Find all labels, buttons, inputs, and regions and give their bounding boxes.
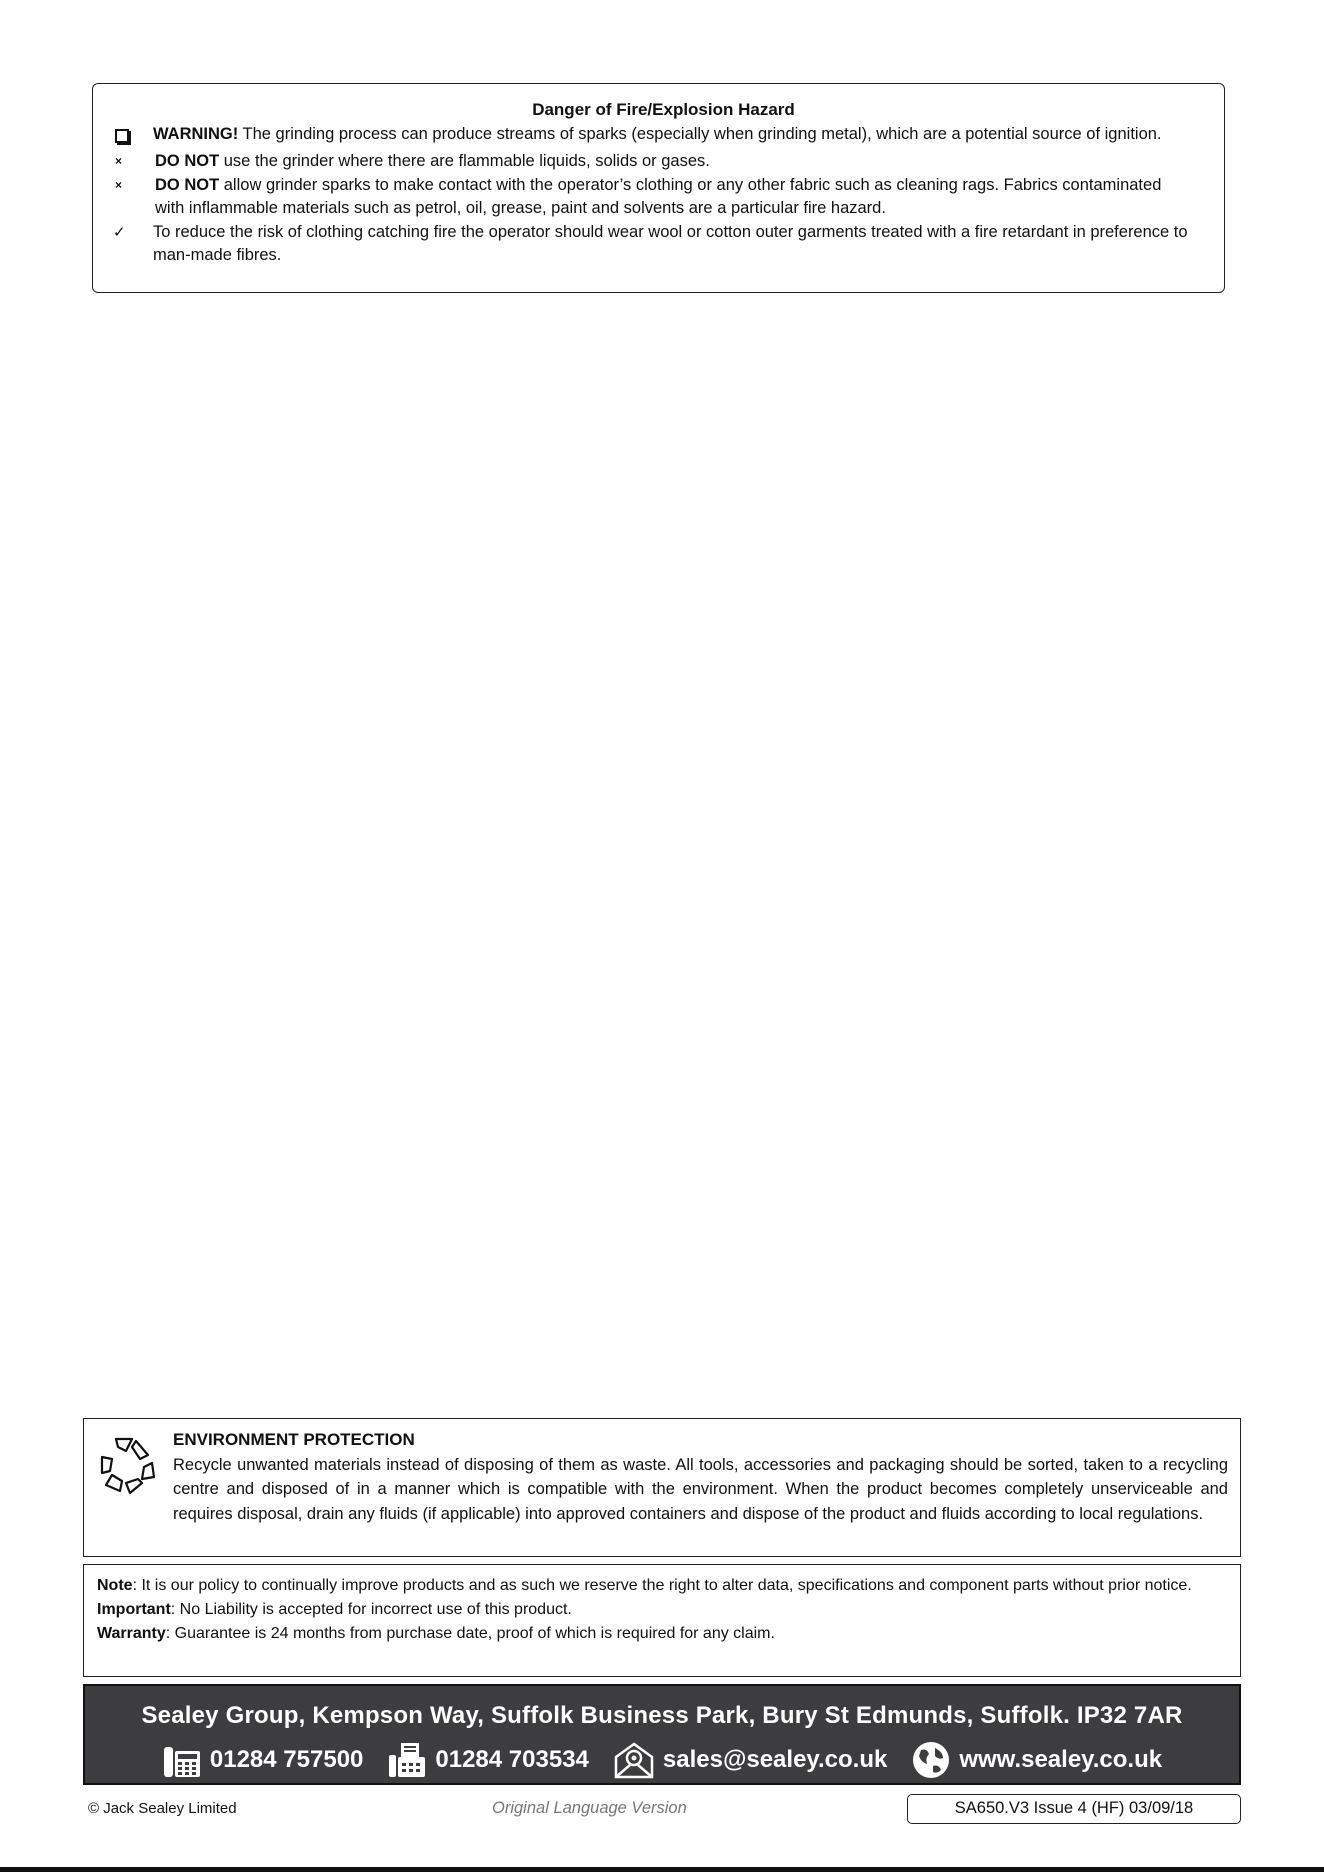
language-version: Original Language Version <box>492 1799 687 1817</box>
hazard-item-text: allow grinder sparks to make contact with the operator’s clothing or any other fabric such as cleaning rags. Fabrics contaminated with inflammable materials such as petrol, oil, grease, paint and solvents are a particular fire hazard. <box>155 175 1162 217</box>
hazard-item-label: DO NOT <box>155 152 220 170</box>
company-address: Sealey Group, Kempson Way, Suffolk Business Park, Bury St Edmunds, Suffolk. IP32 7AR <box>141 1702 1183 1729</box>
document-reference: SA650.V3 Issue 4 (HF) 03/09/18 <box>907 1794 1241 1824</box>
phone-icon <box>162 1741 202 1779</box>
warranty-text: : Guarantee is 24 months from purchase date, proof of which is required for any claim. <box>165 1625 775 1642</box>
fire-hazard-box <box>92 83 1225 293</box>
hazard-item-text: The grinding process can produce streams of sparks (especially when grinding metal), which are a potential source of ignition. <box>238 124 1162 143</box>
fax-icon <box>387 1741 427 1779</box>
contact-band <box>83 1684 1241 1785</box>
hazard-item-text: use the grinder where there are flammable liquids, solids or gases. <box>219 152 710 170</box>
note-line <box>97 1574 1228 1598</box>
hazard-item <box>113 221 1194 268</box>
hazard-item-text: To reduce the risk of clothing catching fire the operator should wear wool or cotton outer garments treated with a fire retardant in preference to man-made fibres. <box>153 222 1188 264</box>
warranty-label: Warranty <box>97 1625 166 1642</box>
fax-contact <box>387 1741 589 1779</box>
hazard-item-label: WARNING! <box>153 124 239 143</box>
environment-protection-box <box>83 1418 1241 1557</box>
phone-contact <box>162 1741 364 1779</box>
note-box <box>83 1564 1241 1677</box>
hazard-item <box>113 174 1194 221</box>
environment-title: ENVIRONMENT PROTECTION <box>173 1430 415 1449</box>
fax-number: 01284 703534 <box>435 1746 589 1773</box>
hazard-item <box>113 150 1194 174</box>
hazard-title: Danger of Fire/Explosion Hazard <box>532 100 795 119</box>
environment-text: Recycle unwanted materials instead of disposing of them as waste. All tools, accessories and packaging should be sorted, taken to a recycling centre and disposed of in a manner which is compatible with the environment. When the product becomes completely unserviceable and requires disposal, drain any fluids (if applicable) into approved containers and dispose of the product and fluids according to local regulations. <box>173 1455 1228 1523</box>
warranty-line <box>97 1622 1228 1646</box>
hazard-item-label: DO NOT <box>155 175 220 194</box>
recycle-icon <box>96 1433 160 1497</box>
hazard-item <box>113 123 1194 151</box>
important-text: : No Liability is accepted for incorrect use of this product. <box>170 1601 572 1618</box>
bottom-rule <box>0 1867 1324 1872</box>
copyright: © Jack Sealey Limited <box>88 1800 237 1817</box>
globe-icon <box>911 1740 951 1780</box>
checkbox-bullet-icon <box>113 123 153 151</box>
contact-row <box>85 1740 1239 1780</box>
website-link[interactable]: www.sealey.co.uk <box>959 1746 1163 1773</box>
tick-bullet-icon: ✓ <box>113 223 126 241</box>
email-icon <box>613 1741 655 1779</box>
phone-number: 01284 757500 <box>209 1746 364 1773</box>
note-label: Note <box>97 1577 133 1594</box>
cross-bullet-icon: × <box>115 154 123 168</box>
note-text: : It is our policy to continually improve products and as such we reserve the right to alter data, specifications and component parts without prior notice. <box>132 1577 1192 1594</box>
important-label: Important <box>97 1601 171 1618</box>
cross-bullet-icon: × <box>115 177 123 192</box>
important-line <box>97 1598 1228 1622</box>
email-contact <box>613 1741 887 1779</box>
web-contact <box>911 1740 1162 1780</box>
email-address[interactable]: sales@sealey.co.uk <box>662 1746 888 1773</box>
